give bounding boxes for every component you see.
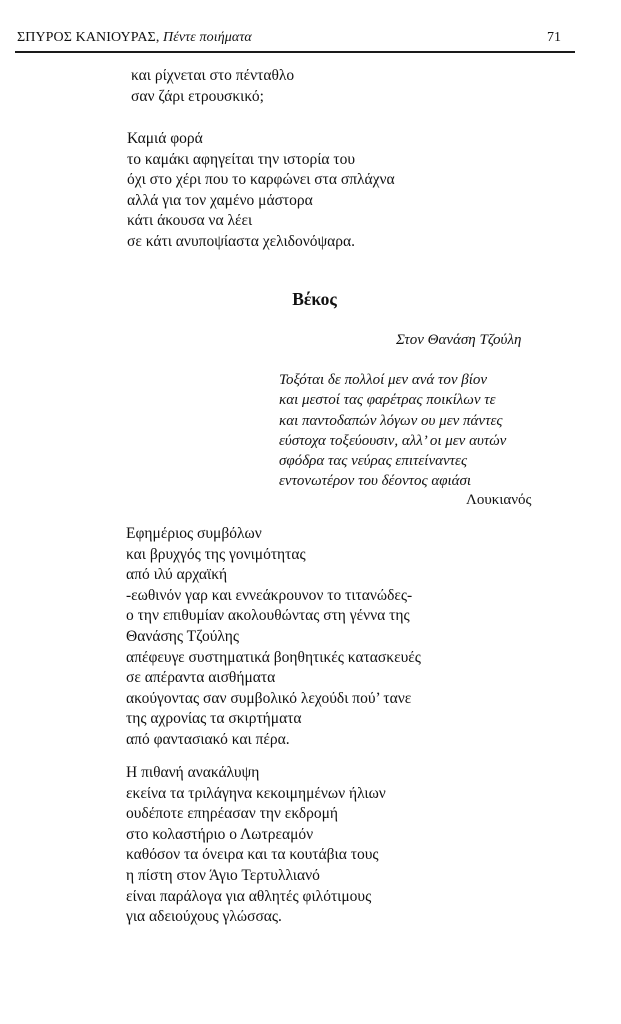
verse-line: και ρίχνεται στο πένταθλο (131, 67, 295, 84)
verse-line: η πίστη στον Άγιο Τερτυλλιανό (126, 866, 320, 884)
verse-line: σε κάτι ανυποψίαστα χελιδονόψαρα. (127, 232, 356, 250)
previous-poem-stanza-end (131, 66, 294, 107)
epigraph-line: εντονωτέρον του δέοντος αφιάσι (279, 473, 472, 490)
verse-line: και βρυχγός της γονιμότητας (126, 545, 306, 563)
verse-line: Εφημέριος συμβόλων (126, 525, 262, 542)
verse-line: καθόσον τα όνειρα και τα κουτάβια τους (126, 846, 379, 864)
verse-line: σε απέραντα αισθήματα (126, 669, 276, 687)
verse-line: Καμιά φορά (127, 130, 203, 147)
running-head-separator: , (155, 30, 160, 45)
running-head-author: ΣΠΥΡΟΣ ΚΑΝΙΟΥΡΑΣ (17, 30, 156, 45)
verse-line: απέφευγε συστηματικά βοηθητικές κατασκευές (126, 648, 421, 666)
verse-line: Η πιθανή ανακάλυψη (126, 764, 260, 781)
verse-line: ο την επιθυμίαν ακολουθώντας στη γέννα της (126, 607, 410, 625)
verse-line: σαν ζάρι ετρουσκικό; (131, 87, 264, 105)
epigraph-line: Τοξόται δε πολλοί μεν ανά τον βίον (279, 372, 488, 388)
verse-line: εκείνα τα τριλάγηνα κεκοιμημένων ήλιων (126, 784, 386, 802)
verse-line: Θανάσης Τζούλης (126, 627, 239, 645)
header-rule (15, 51, 575, 53)
poem-stanza-1 (126, 524, 421, 751)
running-head-book-title: Πέντε ποιήματα (163, 30, 252, 45)
verse-line: το καμάκι αφηγείται την ιστορία του (127, 150, 356, 168)
epigraph (279, 370, 506, 492)
verse-line: για αδειούχους γλώσσας. (126, 908, 282, 926)
verse-line: ακούγοντας σαν συμβολικό λεχούδι πού’ τανε (126, 689, 412, 707)
verse-line: αλλά για τον χαμένο μάστορα (127, 191, 313, 209)
poem-dedication: Στον Θανάση Τζούλη (396, 332, 522, 348)
poem-stanza-2 (126, 763, 386, 928)
verse-line: όχι στο χέρι που το καρφώνει στα σπλάχνα (127, 171, 395, 189)
epigraph-source: Λουκιανός (466, 492, 532, 508)
verse-line: από ιλύ αρχαϊκή (126, 566, 228, 584)
epigraph-line: εύστοχα τοξεύουσιν, αλλ’ οι μεν αυτών (279, 432, 507, 449)
verse-line: κάτι άκουσα να λέει (127, 212, 253, 230)
verse-line: στο κολαστήριο ο Λωτρεαμόν (126, 825, 314, 843)
epigraph-line: σφόδρα τας νεύρας επιτείναντες (279, 453, 468, 470)
verse-line: από φαντασιακό και πέρα. (126, 730, 290, 748)
verse-line: -εωθινόν γαρ και εννεάκρουνον το τιτανώδες- (126, 586, 413, 604)
epigraph-line: και παντοδαπών λόγων ου μεν πάντες (279, 412, 503, 429)
running-head (17, 30, 252, 46)
previous-poem-last-stanza (127, 129, 395, 253)
epigraph-line: και μεστοί τας φαρέτρας ποικίλων τε (279, 392, 496, 409)
verse-line: της αχρονίας τα σκιρτήματα (126, 710, 302, 728)
verse-line: ουδέποτε επηρέασαν την εκδρομή (126, 805, 338, 823)
verse-line: είναι παράλογα για αθλητές φιλότιμους (126, 887, 372, 905)
poem-title: Βέκος (292, 289, 337, 309)
page-number: 71 (547, 30, 561, 45)
